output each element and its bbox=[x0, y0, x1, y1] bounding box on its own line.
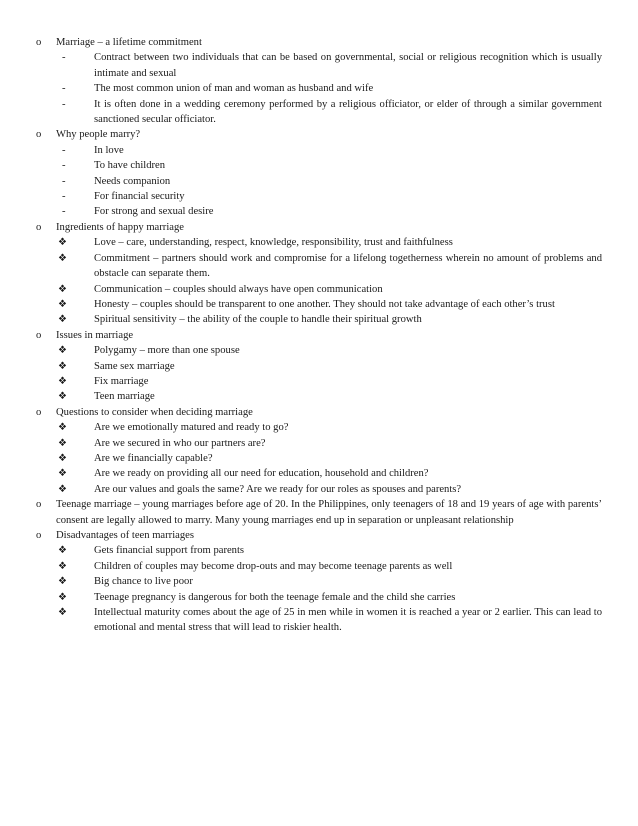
section-questions bbox=[36, 405, 602, 497]
list-item: ❖ Communication – couples should always have open communication bbox=[56, 282, 602, 297]
list-item: - In love bbox=[56, 143, 602, 158]
bullet-dash: - bbox=[62, 206, 66, 218]
section-title: Why people marry? bbox=[56, 129, 141, 141]
bullet-circle: o bbox=[36, 530, 42, 541]
list-item: ❖ Commitment – partners should work and compromise for a lifelong togetherness wherein no amount of problems and obstacle can separate them. bbox=[58, 252, 602, 280]
diamond-bullet-icon: ❖ bbox=[58, 483, 67, 495]
list-item: - For financial security bbox=[56, 189, 602, 204]
section-why-marry bbox=[36, 127, 602, 219]
list-item: - Contract between two individuals that can be based on governmental, social or religious recognition which is usually intimate and sexual bbox=[62, 52, 602, 79]
section-title: Marriage – a lifetime commitment bbox=[56, 37, 202, 48]
item-list bbox=[56, 235, 602, 327]
bullet-circle: o bbox=[36, 329, 42, 341]
list-item: ❖ Love – care, understanding, respect, knowledge, responsibility, trust and faithfulness bbox=[56, 235, 602, 250]
diamond-bullet-icon: ❖ bbox=[58, 314, 67, 326]
diamond-bullet-icon: ❖ bbox=[58, 437, 67, 449]
bullet-dash: - bbox=[62, 83, 66, 95]
diamond-bullet-icon: ❖ bbox=[58, 360, 67, 372]
item-list bbox=[56, 143, 602, 220]
section-disadvantages bbox=[36, 528, 602, 636]
bullet-dash: - bbox=[62, 191, 66, 203]
section-teenage-marriage bbox=[36, 497, 602, 528]
list-item: - For strong and sexual desire bbox=[56, 204, 602, 219]
list-item: ❖ Are our values and goals the same? Are we ready for our roles as spouses and parents? bbox=[56, 482, 602, 497]
list-item: ❖ Teen marriage bbox=[56, 389, 602, 404]
diamond-bullet-icon: ❖ bbox=[58, 283, 67, 295]
list-item: ❖ Children of couples may become drop-outs and may become teenage parents as well bbox=[56, 559, 602, 574]
bullet-dash: - bbox=[62, 175, 66, 187]
diamond-bullet-icon: ❖ bbox=[58, 545, 67, 557]
section-title: Ingredients of happy marriage bbox=[56, 221, 184, 233]
document-body bbox=[36, 35, 602, 636]
diamond-bullet-icon: ❖ bbox=[58, 375, 67, 387]
diamond-bullet-icon: ❖ bbox=[58, 576, 67, 588]
item-list bbox=[56, 50, 602, 127]
list-item: ❖ Gets financial support from parents bbox=[56, 543, 602, 558]
list-item: ❖ Are we emotionally matured and ready to go? bbox=[56, 420, 602, 435]
list-item: - Needs companion bbox=[56, 174, 602, 189]
item-list bbox=[56, 420, 602, 497]
diamond-bullet-icon: ❖ bbox=[58, 391, 67, 403]
diamond-bullet-icon: ❖ bbox=[58, 452, 67, 464]
bullet-dash: - bbox=[62, 160, 66, 172]
item-list bbox=[56, 543, 602, 635]
diamond-bullet-icon: ❖ bbox=[58, 422, 67, 434]
item-list bbox=[56, 343, 602, 405]
list-item: ❖ Teenage pregnancy is dangerous for both the teenage female and the child she carries bbox=[56, 590, 602, 605]
diamond-bullet-icon: ❖ bbox=[58, 560, 67, 572]
list-item: - To have children bbox=[56, 158, 602, 173]
bullet-circle: o bbox=[36, 499, 42, 511]
section-issues bbox=[36, 328, 602, 405]
list-item: - The most common union of man and woman as husband and wife bbox=[56, 81, 602, 96]
list-item: ❖ Spiritual sensitivity – the ability of the couple to handle their spiritual growth bbox=[56, 312, 602, 327]
diamond-bullet-icon: ❖ bbox=[58, 298, 67, 310]
diamond-bullet-icon: ❖ bbox=[58, 591, 67, 603]
list-item: ❖ Are we secured in who our partners are? bbox=[56, 436, 602, 451]
bullet-circle: o bbox=[36, 37, 42, 48]
section-title: Issues in marriage bbox=[56, 329, 134, 341]
list-item: ❖ Big chance to live poor bbox=[56, 574, 602, 589]
bullet-dash: - bbox=[62, 52, 66, 64]
section-title: Disadvantages of teen marriages bbox=[56, 530, 194, 541]
diamond-bullet-icon: ❖ bbox=[58, 252, 67, 264]
list-item: ❖ Polygamy – more than one spouse bbox=[56, 343, 602, 358]
bullet-circle: o bbox=[36, 221, 42, 233]
list-item: ❖ Same sex marriage bbox=[56, 359, 602, 374]
section-paragraph: Teenage marriage – young marriages before age of 20. In the Philippines, only teenagers of 18 and 19 years of age with parents’ consent are legally allowed to marry. Many young marriages end up in separation or unpleasant relationship bbox=[56, 499, 602, 526]
list-item: ❖ Honesty – couples should be transparent to one another. They should not take advantage of each other’s trust bbox=[56, 297, 602, 312]
section-ingredients bbox=[36, 220, 602, 328]
bullet-dash: - bbox=[62, 98, 66, 110]
list-item: ❖ Fix marriage bbox=[56, 374, 602, 389]
list-item: - It is often done in a wedding ceremony performed by a religious officiator, or elder of through a similar government sanctioned secular officiator. bbox=[62, 98, 602, 126]
bullet-circle: o bbox=[36, 406, 42, 418]
diamond-bullet-icon: ❖ bbox=[58, 345, 67, 357]
bullet-circle: o bbox=[36, 129, 42, 141]
diamond-bullet-icon: ❖ bbox=[58, 607, 67, 619]
bullet-dash: - bbox=[62, 144, 66, 156]
list-item: ❖ Intellectual maturity comes about the age of 25 in men while in women it is reached a year or 2 earlier. This can lead to emotional and mental stress that will lead to riskier health. bbox=[58, 607, 602, 634]
section-title: Questions to consider when deciding marriage bbox=[56, 406, 253, 418]
list-item: ❖ Are we ready on providing all our need for education, household and children? bbox=[56, 466, 602, 481]
list-item: ❖ Are we financially capable? bbox=[56, 451, 602, 466]
diamond-bullet-icon: ❖ bbox=[58, 468, 67, 480]
diamond-bullet-icon: ❖ bbox=[58, 237, 67, 249]
section-marriage bbox=[36, 35, 602, 127]
